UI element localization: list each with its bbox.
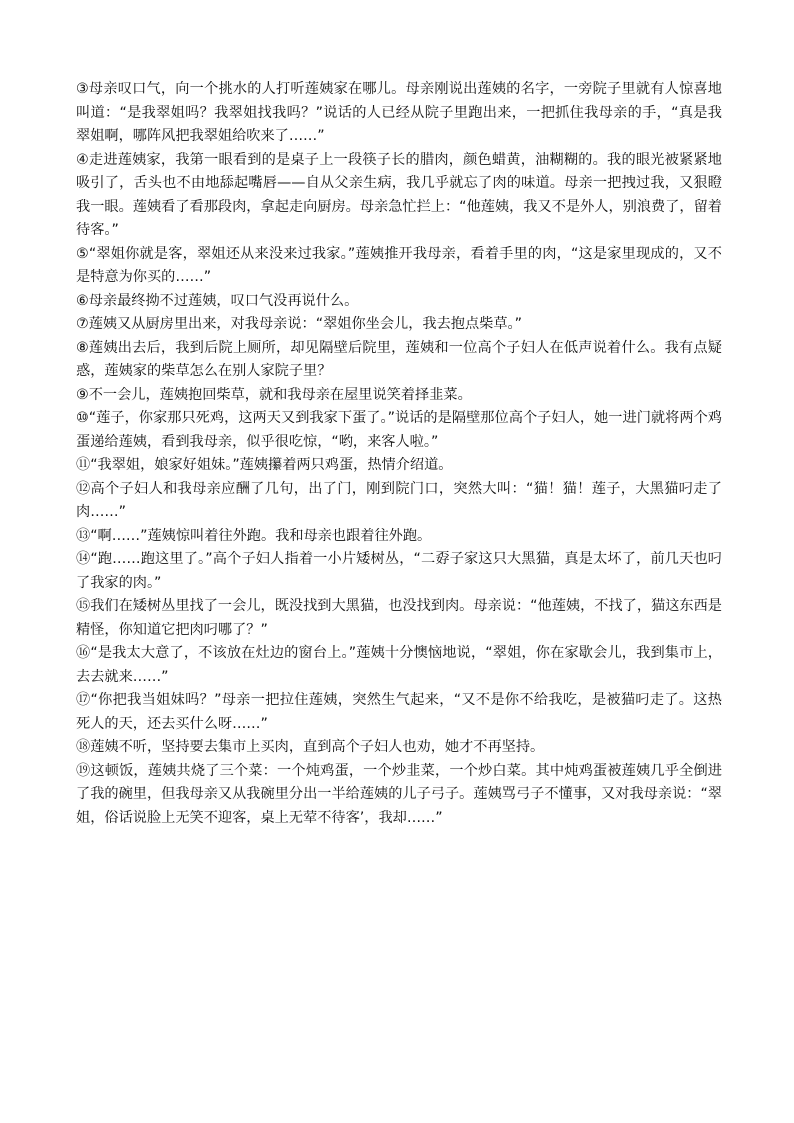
paragraph-5: ⑤“翠姐你就是客，翠姐还从来没来过我家。”莲姨推开我母亲，看着手里的肉，“这是家里现成的，又不是特意为你买的……”: [76, 245, 722, 285]
paragraph-4: ④走进莲姨家，我第一眼看到的是桌子上一段筷子长的腊肉，颜色蜡黄，油糊糊的。我的眼光被紧紧地吸引了，舌头也不由地舔起嘴唇——自从父亲生病，我几乎就忘了肉的味道。母亲一把拽过我，又狠瞪我一眼。莲姨看了看那段肉，拿起走向厨房。母亲急忙拦上：“他莲姨，我又不是外人，别浪费了，留着待客。”: [76, 151, 722, 238]
paragraph-9: ⑨不一会儿，莲姨抱回柴草，就和我母亲在屋里说笑着择韭菜。: [76, 386, 472, 403]
paragraph-16: ⑯“是我太大意了，不该放在灶边的窗台上。”莲姨十分懊恼地说，“翠姐，你在家歇会儿，我到集市上，去去就来……”: [76, 645, 722, 685]
paragraph-8: ⑧莲姨出去后，我到后院上厕所，却见隔壁后院里，莲姨和一位高个子妇人在低声说着什么。我有点疑惑，莲姨家的柴草怎么在别人家院子里？: [76, 339, 722, 379]
paragraph-14: ⑭“跑……跑这里了。”高个子妇人指着一小片矮树丛，“二孬子家这只大黑猫，真是太坏了，前几天也叼了我家的肉。”: [76, 551, 722, 591]
paragraph-13: ⑬“啊……”莲姨惊叫着往外跑。我和母亲也跟着往外跑。: [76, 527, 432, 544]
article-body: [76, 78, 722, 830]
paragraph-19: ⑲这顿饭，莲姨共烧了三个菜：一个炖鸡蛋，一个炒韭菜，一个炒白菜。其中炖鸡蛋被莲姨几乎全倒进了我的碗里，但我母亲又从我碗里分出一半给莲姨的儿子弓子。莲姨骂弓子不懂事，又对我母亲说：“翠姐，俗话说脸上无笑不迎客，桌上无荤不待客’，我却……”: [76, 762, 722, 826]
paragraph-6: ⑥母亲最终拗不过莲姨，叹口气没再说什么。: [76, 292, 359, 309]
paragraph-11: ⑪“我翠姐，娘家好姐妹。”莲姨攥着两只鸡蛋，热情介绍道。: [76, 457, 453, 473]
paragraph-3: ③母亲叹口气，向一个挑水的人打听莲姨家在哪儿。母亲刚说出莲姨的名字，一旁院子里就有人惊喜地叫道：“是我翠姐吗？我翠姐找我吗？”说话的人已经从院子里跑出来，一把抓住我母亲的手，“真是我翠姐啊，哪阵风把我翠姐给吹来了……”: [76, 81, 722, 144]
paragraph-15: ⑮我们在矮树丛里找了一会儿，既没找到大黑猫，也没找到肉。母亲说：“他莲姨，不找了，猫这东西是精怪，你知道它把肉叼哪了？”: [76, 598, 722, 638]
paragraph-12: ⑫高个子妇人和我母亲应酬了几句，出了门，刚到院门口，突然大叫：“猫！猫！莲子，大黑猫叼走了肉……”: [76, 480, 722, 520]
paragraph-7: ⑦莲姨又从厨房里出来，对我母亲说：“翠姐你坐会儿，我去抱点柴草。”: [76, 316, 522, 332]
paragraph-17: ⑰“你把我当姐妹吗？”母亲一把拉住莲姨，突然生气起来，“又不是你不给我吃，是被猫叼走了。这热死人的天，还去买什么呀……”: [76, 692, 722, 732]
paragraph-18: ⑱莲姨不听，坚持要去集市上买肉，直到高个子妇人也劝，她才不再坚持。: [76, 739, 545, 755]
paragraph-10: ⑩“莲子，你家那只死鸡，这两天又到我家下蛋了。”说话的是隔壁那位高个子妇人，她一进门就将两个鸡蛋递给莲姨，看到我母亲，似乎很吃惊，“哟，来客人啦。”: [76, 410, 722, 450]
